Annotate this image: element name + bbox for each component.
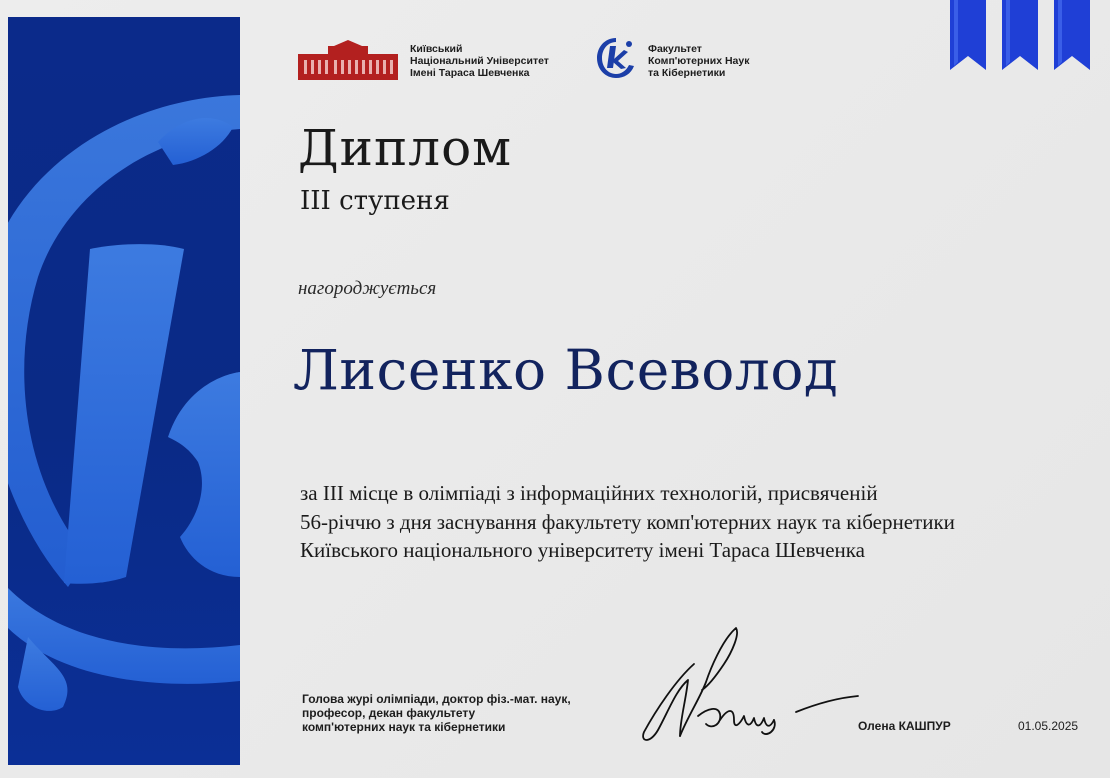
university-name-line: Національний Університет xyxy=(410,55,549,67)
handwritten-signature xyxy=(636,620,866,750)
faculty-name-line: Факультет xyxy=(648,43,702,55)
award-ribbon-icon xyxy=(1054,0,1090,70)
signer-role-line: комп'ютерних наук та кібернетики xyxy=(302,720,506,734)
signer-role-line: Голова журі олімпіади, доктор фіз.-мат. наук, xyxy=(302,692,571,706)
award-reason-line: Київського національного університету імені Тараса Шевченка xyxy=(300,538,865,562)
university-name-line: Київський xyxy=(410,43,463,55)
faculty-k-watermark-icon xyxy=(8,17,240,765)
university-building-icon xyxy=(298,40,398,80)
award-reason-line: за III місце в олімпіаді з інформаційних технологій, присвяченій xyxy=(300,481,878,505)
award-reason-line: 56-річчю з дня заснування факультету комп'ютерних наук та кібернетики xyxy=(300,509,955,534)
award-ribbon-icon xyxy=(1002,0,1038,70)
side-decorative-band xyxy=(8,17,240,765)
awarded-label: нагороджується xyxy=(298,278,437,299)
signer-name: Олена КАШПУР xyxy=(858,719,951,733)
recipient-name: Лисенко Всеволод xyxy=(293,338,839,402)
faculty-name-line: Комп'ютерних Наук xyxy=(648,55,750,67)
faculty-k-icon xyxy=(596,34,636,82)
faculty-name xyxy=(648,43,818,79)
university-name-line: Імені Тараса Шевченка xyxy=(410,67,530,79)
signer-role xyxy=(302,692,632,734)
award-ribbon-icon xyxy=(950,0,986,70)
diploma-degree: III ступеня xyxy=(300,186,450,216)
faculty-name-line: та Кібернетики xyxy=(648,67,726,79)
signer-role-line: професор, декан факультету xyxy=(302,706,476,720)
award-ribbons xyxy=(920,0,1110,80)
university-name xyxy=(410,43,580,79)
issue-date: 01.05.2025 xyxy=(1018,719,1079,733)
award-reason xyxy=(300,479,1060,565)
diploma-title: Диплом xyxy=(298,119,513,177)
